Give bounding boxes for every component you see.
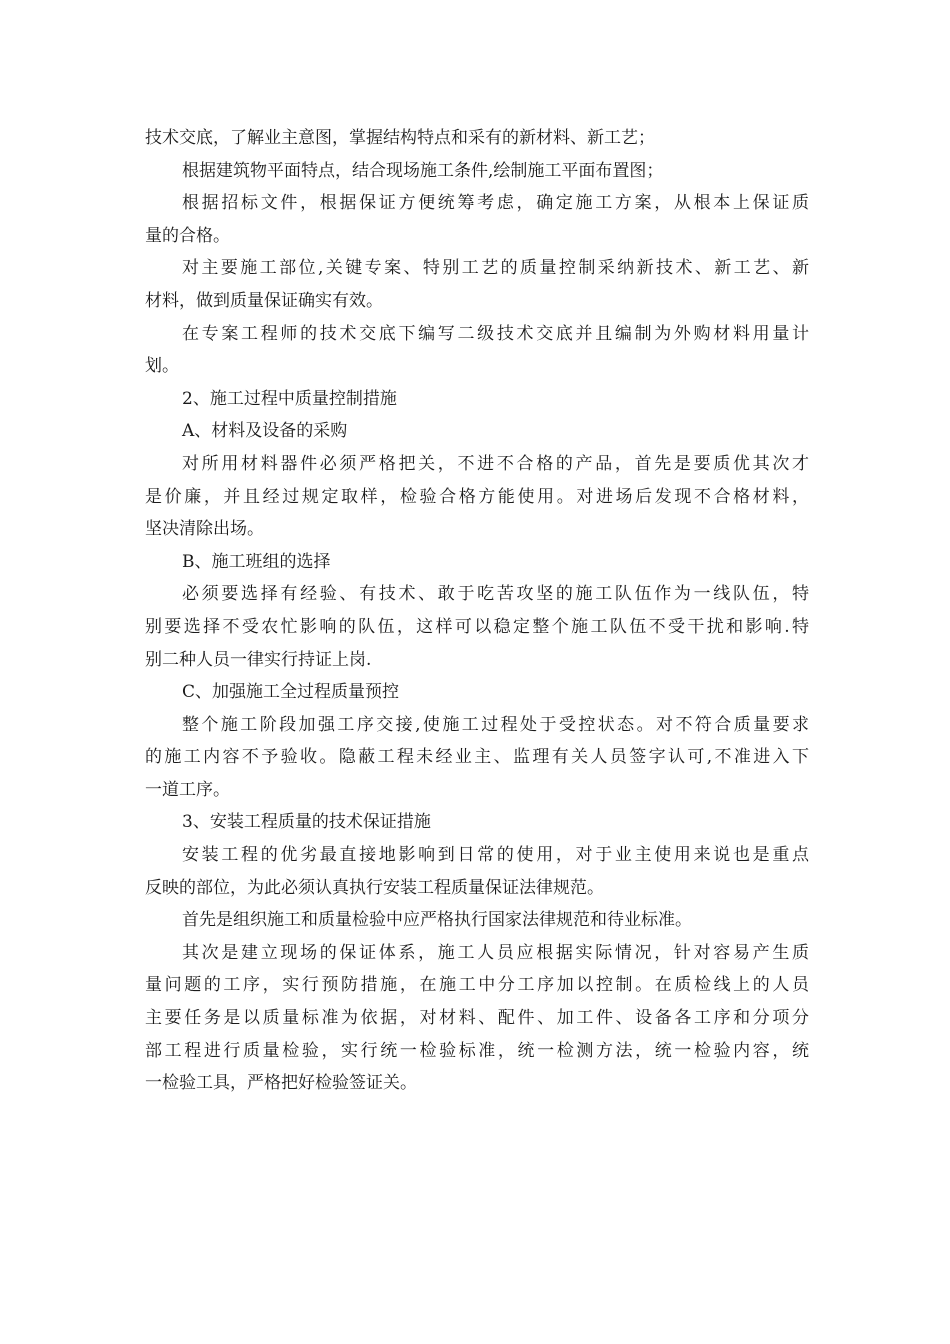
text-line: 量的合格。 (145, 225, 230, 246)
text-line: 的施工内容不予验收。隐蔽工程未经业主、监理有关人员签字认可,不准进入下 (145, 747, 809, 768)
text-line: 3、安装工程质量的技术保证措施 (182, 812, 431, 833)
text-line: 部工程进行质量检验，实行统一检验标准，统一检测方法，统一检验内容，统 (145, 1040, 809, 1061)
text-line: 一检验工具，严格把好检验签证关。 (145, 1073, 417, 1094)
document-page (145, 122, 809, 1100)
text-line: 首先是组织施工和质量检验中应严格执行国家法律规范和待业标准。 (182, 910, 692, 931)
text-line: 根据招标文件，根据保证方便统筹考虑，确定施工方案，从根本上保证质 (182, 193, 809, 214)
text-line: 必须要选择有经验、有技术、敢于吃苦攻坚的施工队伍作为一线队伍，特 (182, 584, 809, 605)
text-line: 划。 (145, 356, 179, 377)
text-line: 别要选择不受农忙影响的队伍，这样可以稳定整个施工队伍不受干扰和影响.特 (145, 616, 809, 637)
text-line: C、加强施工全过程质量预控 (182, 682, 400, 703)
text-line: 材料，做到质量保证确实有效。 (145, 290, 383, 311)
text-line: 量问题的工序，实行预防措施，在施工中分工序加以控制。在质检线上的人员 (145, 975, 809, 996)
text-line: 对所用材料器件必须严格把关，不进不合格的产品，首先是要质优其次才 (182, 453, 809, 474)
text-line: 主要任务是以质量标准为依据，对材料、配件、加工件、设备各工序和分项分 (145, 1008, 809, 1029)
text-line: 整个施工阶段加强工序交接,使施工过程处于受控状态。对不符合质量要求 (182, 714, 809, 735)
text-line: 2、施工过程中质量控制措施 (182, 388, 397, 409)
text-line: A、材料及设备的采购 (182, 421, 348, 442)
text-line: 别二种人员一律实行持证上岗. (145, 649, 372, 670)
text-line: 在专案工程师的技术交底下编写二级技术交底并且编制为外购材料用量计 (182, 323, 809, 344)
text-line: 技术交底，了解业主意图，掌握结构特点和采有的新材料、新工艺； (145, 128, 655, 148)
text-line: 安装工程的优劣最直接地影响到日常的使用，对于业主使用来说也是重点 (182, 845, 809, 866)
text-line: B、施工班组的选择 (182, 551, 331, 572)
text-line: 坚决清除出场。 (145, 519, 264, 540)
text-line: 反映的部位，为此必须认真执行安装工程质量保证法律规范。 (145, 877, 604, 898)
text-line: 其次是建立现场的保证体系，施工人员应根据实际情况，针对容易产生质 (182, 942, 809, 963)
text-line: 是价廉，并且经过规定取样，检验合格方能使用。对进场后发现不合格材料， (145, 486, 809, 507)
text-line: 对主要施工部位,关键专案、特别工艺的质量控制采纳新技术、新工艺、新 (182, 258, 809, 279)
text-line: 根据建筑物平面特点，结合现场施工条件,绘制施工平面布置图； (182, 160, 664, 181)
text-line: 一道工序。 (145, 779, 230, 800)
